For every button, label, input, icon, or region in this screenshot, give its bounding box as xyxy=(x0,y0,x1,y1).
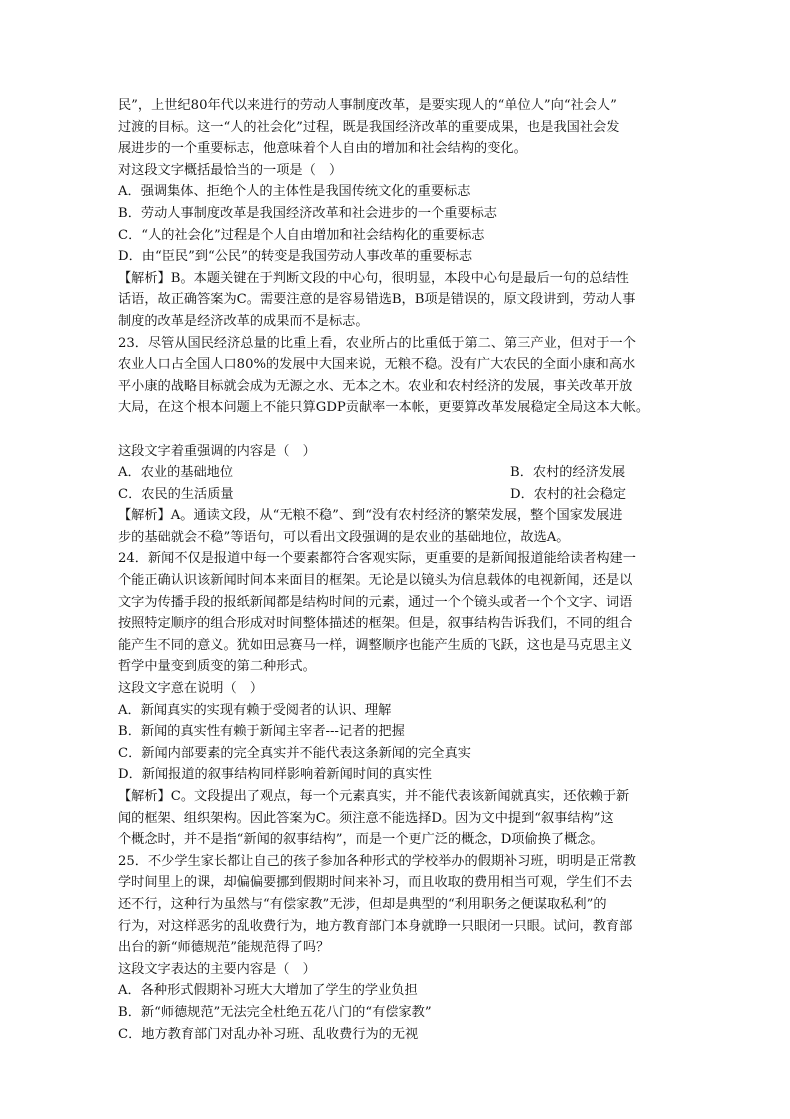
question-prompt: 对这段文字概括最恰当的一项是（ ） xyxy=(118,162,343,178)
option-c: C．农民的生活质量 xyxy=(118,486,234,502)
blank-line xyxy=(118,419,678,441)
text-line: 过渡的目标。这一“人的社会化”过程，既是我国经济改革的重要成果，也是我国社会发 xyxy=(118,119,620,135)
question-25-line: 25．不少学生家长都让自己的孩子参加各种形式的学校举办的假期补习班，明明是正常教 xyxy=(118,853,636,869)
analysis-line: 步的基础就会不稳”等语句，可以看出文段强调的是农业的基础地位，故选A。 xyxy=(118,529,570,545)
option-b: B．农村的经济发展 xyxy=(510,465,626,481)
option-c: C．“人的社会化”过程是个人自由增加和社会结构化的重要标志 xyxy=(118,227,485,243)
analysis-line: 个概念时，并不是指“新闻的叙事结构”，而是一个更广泛的概念，D项偷换了概念。 xyxy=(118,832,604,848)
question-25-line: 学时间里上的课，却偏偏要挪到假期时间来补习，而且收取的费用相当可观，学生们不去 xyxy=(118,875,633,891)
option-row xyxy=(118,484,678,506)
question-25-line: 还不行，这种行为虽然与“有偿家教”无涉，但却是典型的“利用职务之便谋取私利”的 xyxy=(118,896,607,912)
option-d: D．农村的社会稳定 xyxy=(510,486,627,502)
option-b: B．劳动人事制度改革是我国经济改革和社会进步的一个重要标志 xyxy=(118,205,497,221)
analysis-line: 话语，故正确答案为C。需要注意的是容易错选B，B项是错误的，原文段讲到，劳动人事 xyxy=(118,292,636,308)
question-23-line: 平小康的战略目标就会成为无源之水、无本之木。农业和农村经济的发展，事关改革开放 xyxy=(118,378,633,394)
option-b: B．新闻的真实性有赖于新闻主宰者---记者的把握 xyxy=(118,724,405,740)
question-24-line: 24．新闻不仅是报道中每一个要素都符合客观实际，更重要的是新闻报道能给读者构建一 xyxy=(118,551,636,567)
text-line: 民”，上世纪80年代以来进行的劳动人事制度改革，是要实现人的“单位人”向“社会人” xyxy=(118,98,617,113)
document-page xyxy=(118,95,678,1045)
option-b: B．新“师德规范”无法完全杜绝五花八门的“有偿家教” xyxy=(118,1004,432,1020)
option-d: D．由“臣民”到“公民”的转变是我国劳动人事改革的重要标志 xyxy=(118,249,473,265)
option-a: A．强调集体、拒绝个人的主体性是我国传统文化的重要标志 xyxy=(118,184,471,200)
question-25-line: 行为，对这样恶劣的乱收费行为，地方教育部门本身就睁一只眼闭一只眼。试问，教育部 xyxy=(118,918,633,934)
question-24-line: 个能正确认识该新闻时间本来面目的框架。无论是以镜头为信息载体的电视新闻，还是以 xyxy=(118,573,633,589)
option-d: D．新闻报道的叙事结构同样影响着新闻时间的真实性 xyxy=(118,767,432,783)
analysis-line: 闻的框架、组织架构。因此答案为C。须注意不能选择D。因为文中提到“叙事结构”这 xyxy=(118,810,614,826)
option-a: A．农业的基础地位 xyxy=(118,465,234,481)
question-24-line: 按照特定顺序的组合形成对时间整体描述的框架。但是，叙事结构告诉我们，不同的组合 xyxy=(118,616,633,632)
question-prompt: 这段文字表达的主要内容是（ ） xyxy=(118,961,316,977)
question-24-line: 文字为传播手段的报纸新闻都是结构时间的元素，通过一个个镜头或者一个个文字、词语 xyxy=(118,594,633,610)
analysis-line: 【解析】B。本题关键在于判断文段的中心句，很明显，本段中心句是最后一句的总结性 xyxy=(118,270,629,286)
option-a: A．新闻真实的实现有赖于受阅者的认识、理解 xyxy=(118,702,392,718)
question-23-line: 农业人口占全国人口80%的发展中大国来说，无粮不稳。没有广大农民的全面小康和高水 xyxy=(118,357,636,373)
question-24-line: 哲学中量变到质变的第二种形式。 xyxy=(118,659,316,675)
question-24-line: 能产生不同的意义。犹如田忌赛马一样，调整顺序也能产生质的飞跃，这也是马克思主义 xyxy=(118,637,633,653)
option-c: C．地方教育部门对乱办补习班、乱收费行为的无视 xyxy=(118,1026,419,1042)
analysis-line: 【解析】C。文段提出了观点，每一个元素真实，并不能代表该新闻就真实，还依赖于新 xyxy=(118,789,630,804)
question-23-line: 23．尽管从国民经济总量的比重上看，农业所占的比重低于第二、第三产业，但对于一个 xyxy=(118,335,636,351)
analysis-line: 制度的改革是经济改革的成果而不是标志。 xyxy=(118,313,369,329)
option-c: C．新闻内部要素的完全真实并不能代表这条新闻的完全真实 xyxy=(118,745,471,761)
question-prompt: 这段文字着重强调的内容是（ ） xyxy=(118,443,316,459)
question-prompt: 这段文字意在说明（ ） xyxy=(118,681,264,697)
question-23-line: 大局，在这个根本问题上不能只算GDP贡献率一本帐，更要算改革发展稳定全局这本大帐。 xyxy=(118,400,650,416)
question-25-line: 出台的新“师德规范”能规范得了吗？ xyxy=(118,940,330,956)
analysis-line: 【解析】A。通读文段，从“无粮不稳”、到“没有农村经济的繁荣发展，整个国家发展进 xyxy=(118,508,623,524)
option-row xyxy=(118,462,678,484)
option-a: A．各种形式假期补习班大大增加了学生的学业负担 xyxy=(118,983,418,999)
text-line: 展进步的一个重要标志，他意味着个人自由的增加和社会结构的变化。 xyxy=(118,141,527,157)
